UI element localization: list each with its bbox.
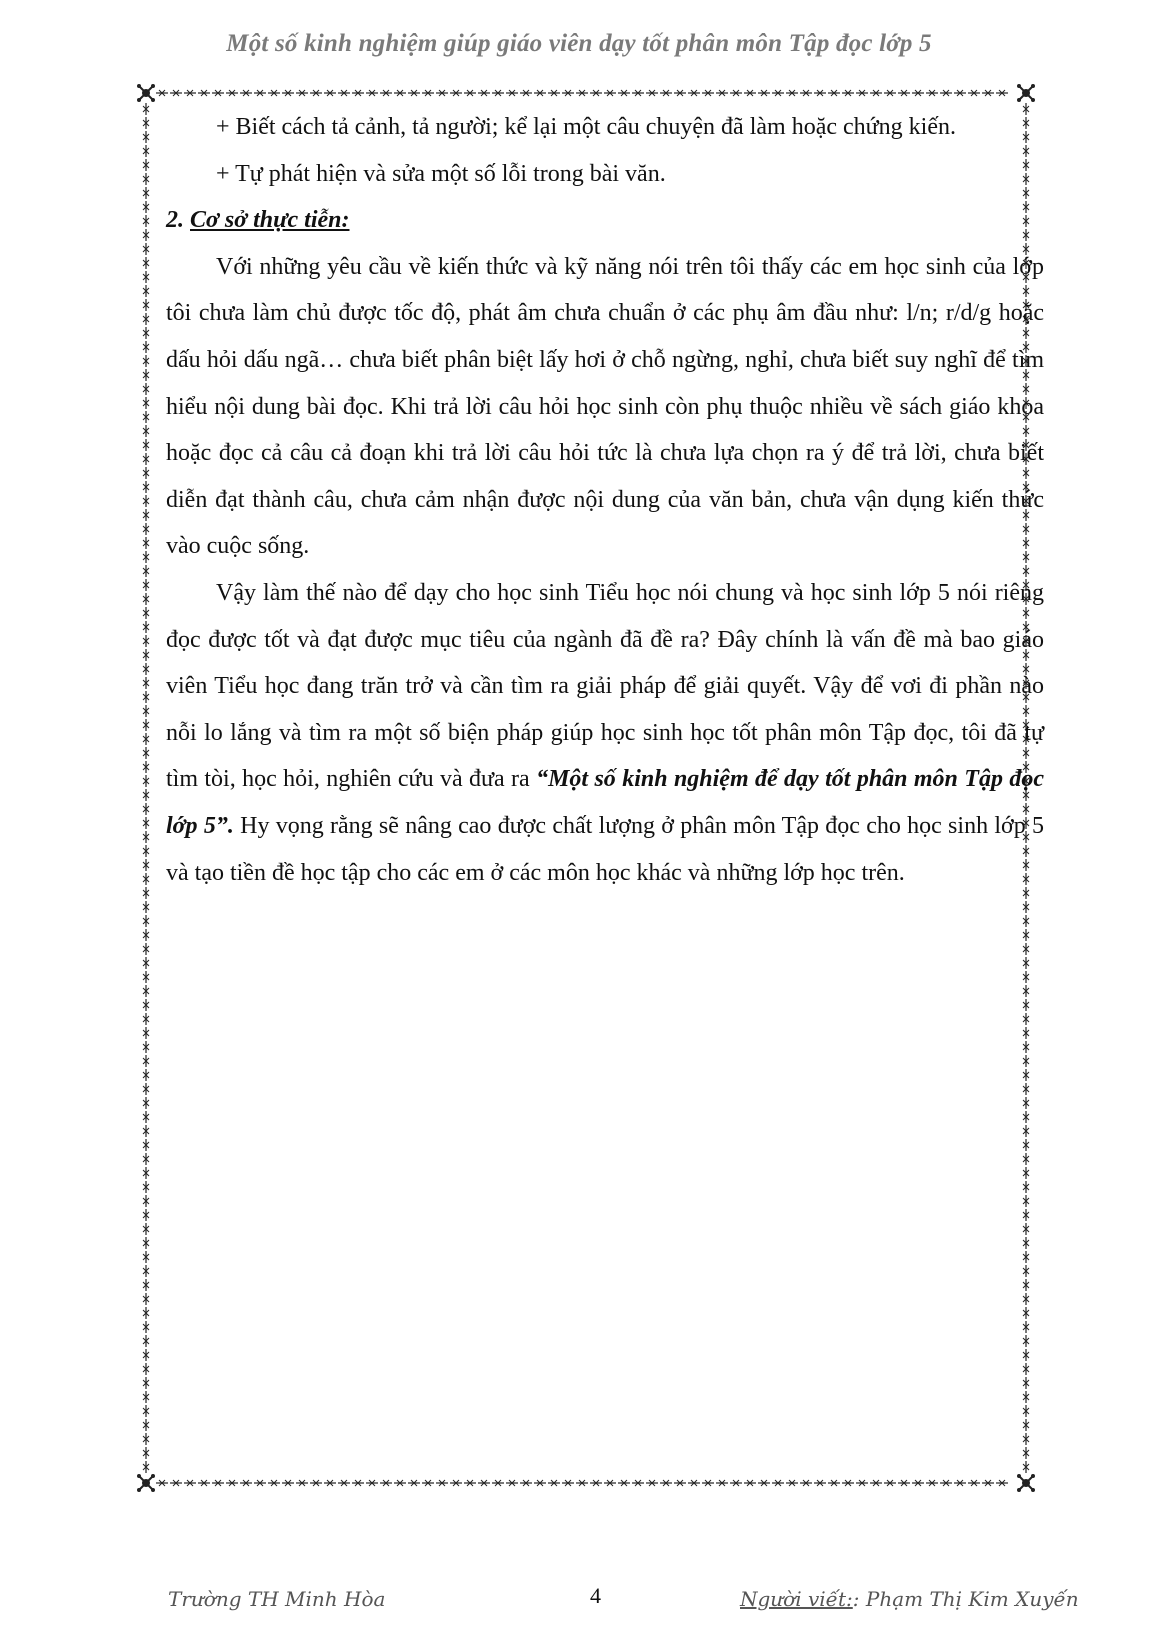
quoted-title: “Một số kinh nghiệm để dạy tốt phân môn Tập đọc lớp 5”. [166,766,1044,839]
paragraph-4 [166,570,1044,896]
section-title: Cơ sở thực tiễn: [190,207,350,234]
page-header: Một số kinh nghiệm giúp giáo viên dạy tốt phân môn Tập đọc lớp 5 [226,30,932,57]
document-body [166,104,1044,896]
section-heading [166,197,1044,244]
footer-author [740,1587,1079,1611]
author-label: Người viết: [740,1587,853,1611]
paragraph-3: Với những yêu cầu về kiến thức và kỹ năng nói trên tôi thấy các em học sinh của lớp tôi chưa làm chủ được tốc độ, phát âm chưa chuẩn ở các phụ âm đầu như: l/n; r/d/g hoặc dấu hỏi dấu ngã… chưa biết phân biệt lấy hơi ở chỗ ngừng, nghỉ, chưa biết suy nghĩ để tìm hiểu nội dung bài đọc. Khi trả lời câu hỏi học sinh còn phụ thuộc nhiều về sách giáo khoa hoặc đọc cả câu cả đoạn khi trả lời câu hỏi tức là chưa lựa chọn ra ý để trả lời, chưa biết diễn đạt thành câu, chưa cảm nhận được nội dung của văn bản, chưa vận dụng kiến thức vào cuộc sống. [166,253,1044,560]
author-name: : Phạm Thị Kim Xuyến [852,1587,1079,1611]
paragraph-1: + Biết cách tả cảnh, tả người; kể lại một câu chuyện đã làm hoặc chứng kiến. [216,114,956,140]
section-number: 2. [166,207,184,234]
page-number: 4 [590,1583,601,1608]
paragraph-2: + Tự phát hiện và sửa một số lỗi trong bài văn. [216,160,666,187]
footer-school: Trường TH Minh Hòa [168,1587,386,1611]
paragraph-4-start: Vậy làm thế nào để dạy cho học sinh Tiểu học nói chung và học sinh lớp 5 nói riêng đọc được tốt và đạt được mục tiêu của ngành đã đề ra? Đây chính là vấn đề mà bao giáo viên Tiểu học đang trăn trở và cần tìm ra giải pháp để giải quyết. Vậy để vơi đi phần nào nỗi lo lắng và tìm ra một số biện pháp giúp học sinh học tốt phân môn Tập đọc, tôi đã tự tìm tòi, học hỏi, nghiên cứu và đưa ra [166,579,1044,793]
paragraph-4-end: Hy vọng rằng sẽ nâng cao được chất lượng ở phân môn Tập đọc cho học sinh lớp 5 và tạo tiền đề học tập cho các em ở các môn học khác và những lớp học trên. [166,812,1044,886]
